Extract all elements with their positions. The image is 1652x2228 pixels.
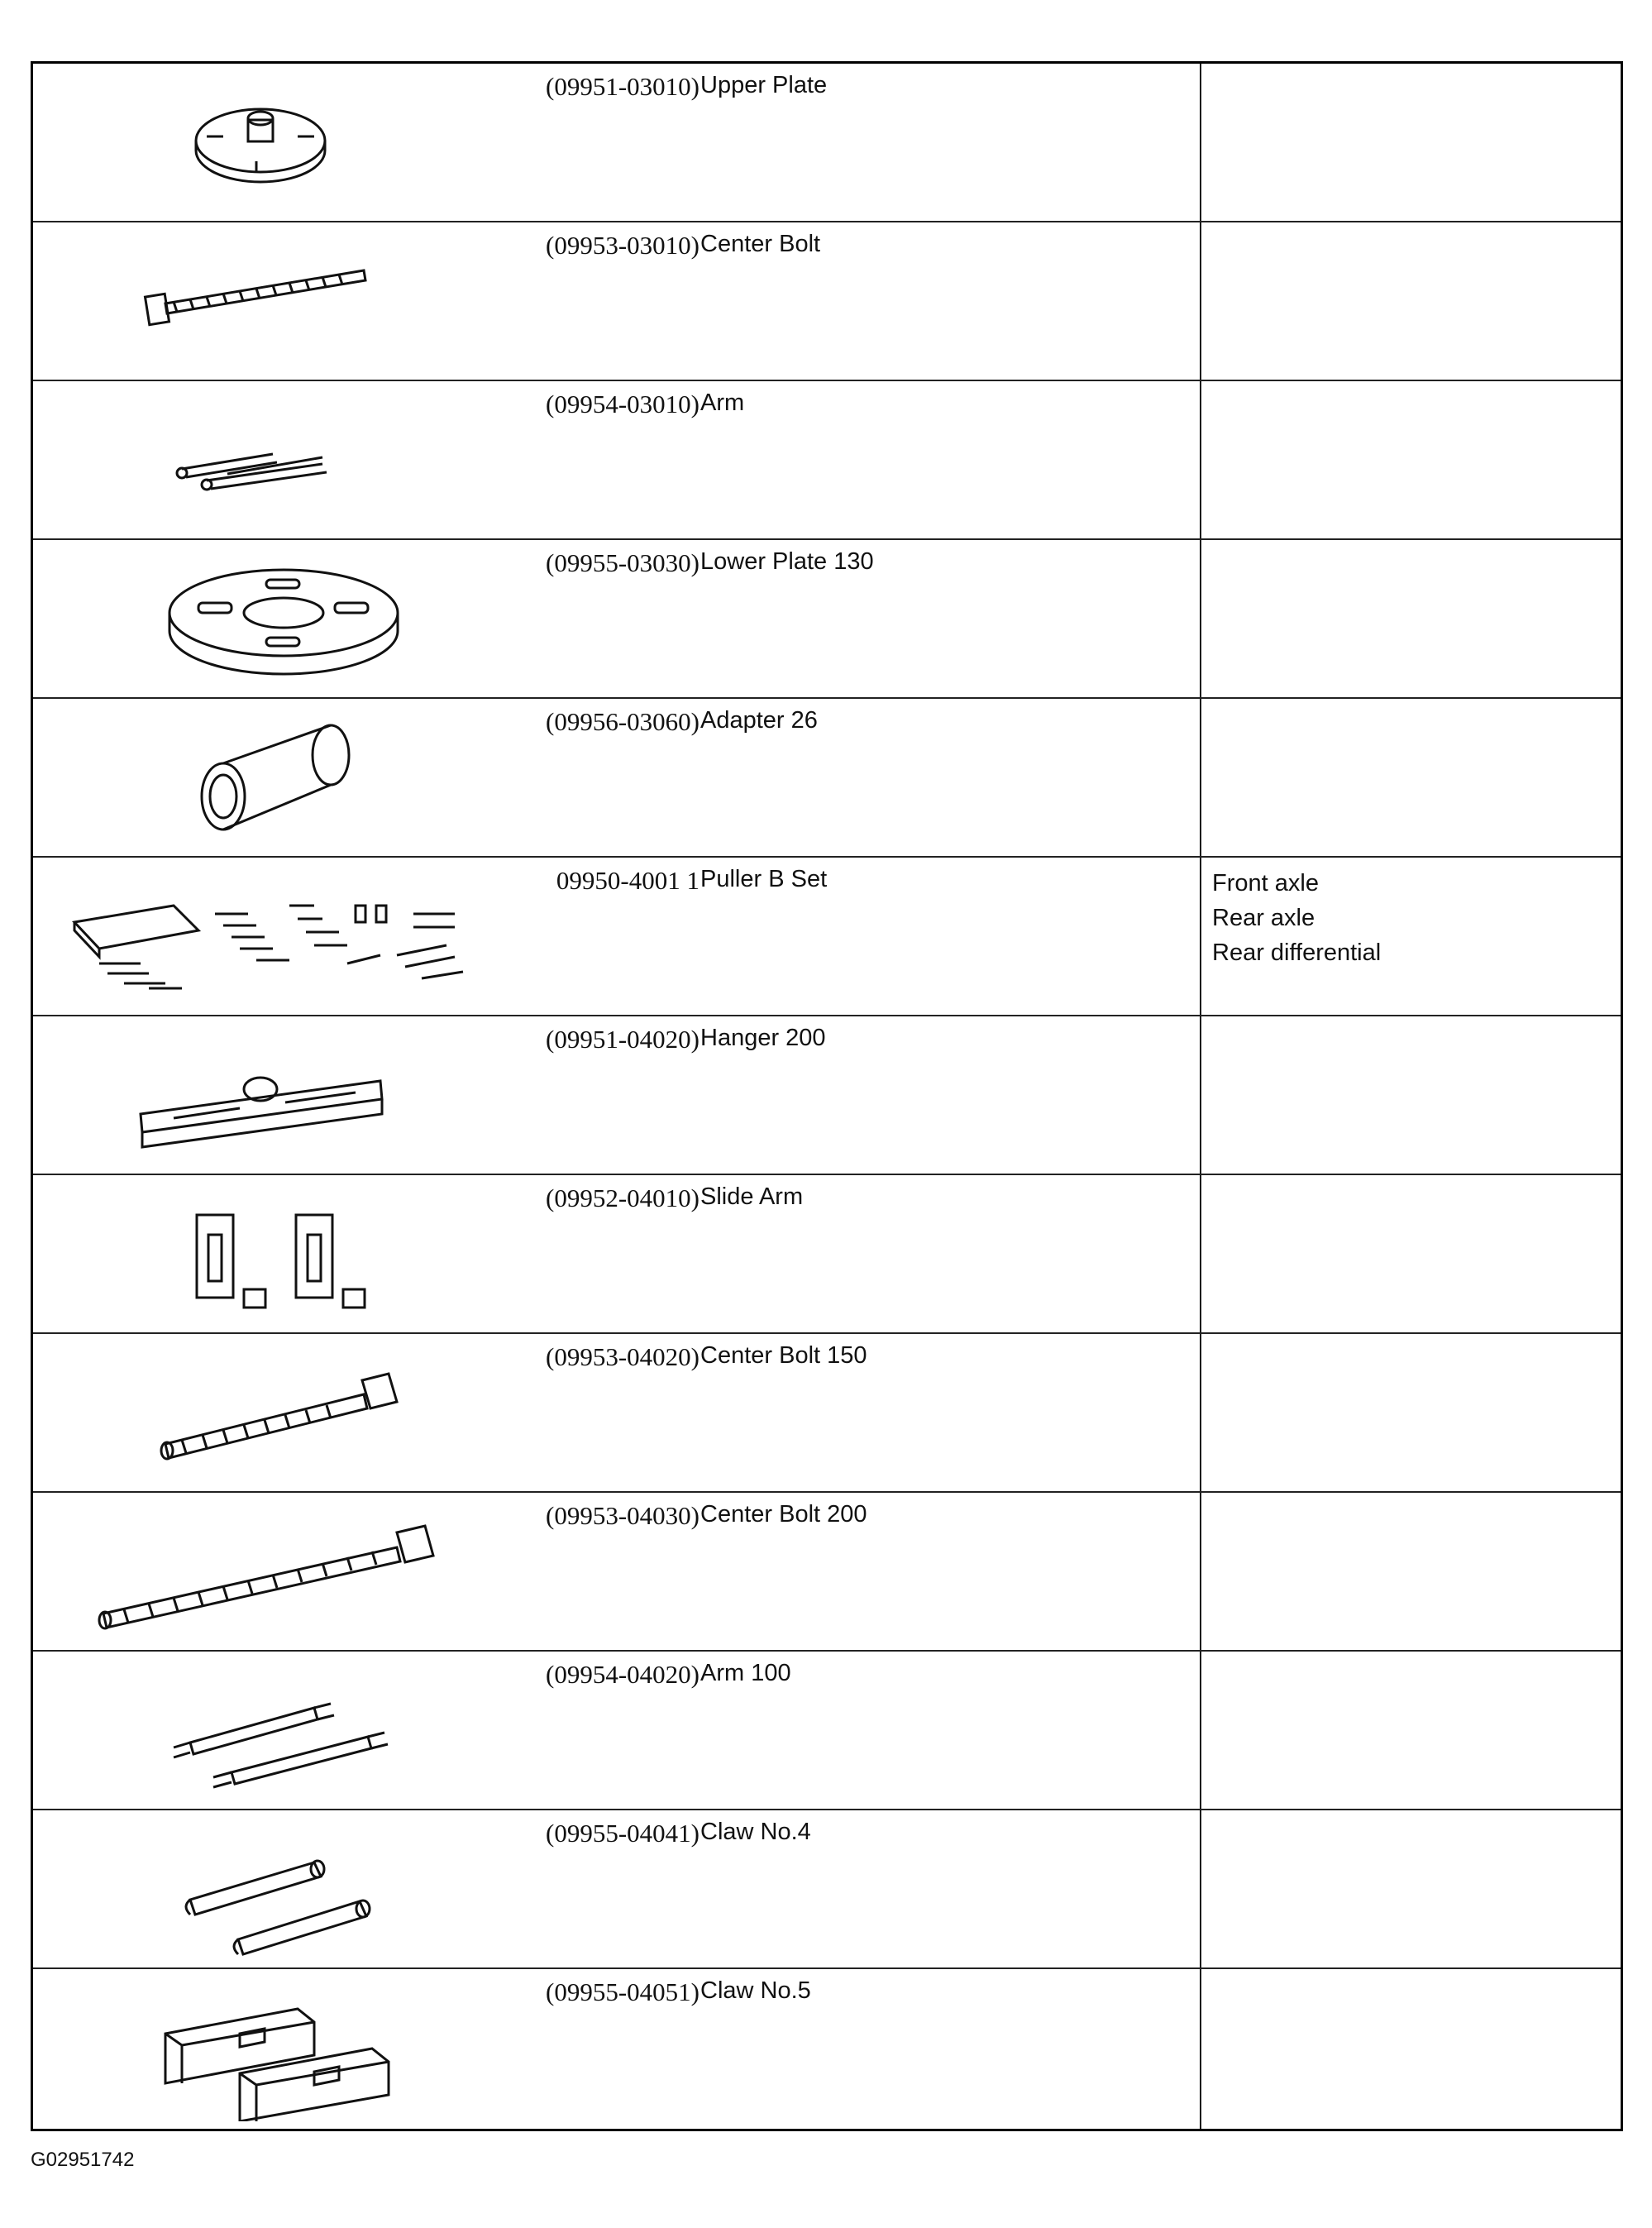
part-number: (09954-03010) <box>546 390 699 418</box>
tool-name: Hanger 200 <box>700 1025 826 1051</box>
table-row <box>33 222 1621 381</box>
arm-illustration <box>50 388 513 533</box>
tool-name: Center Bolt <box>700 231 821 257</box>
table-row <box>33 381 1621 540</box>
tool-name: Claw No.5 <box>700 1977 811 2004</box>
tool-name: Center Bolt 150 <box>700 1342 867 1369</box>
part-number: (09955-04041) <box>546 1819 699 1848</box>
tool-name: Lower Plate 130 <box>700 548 874 575</box>
tool-name: Arm 100 <box>700 1660 791 1686</box>
part-number: (09955-03030) <box>546 548 699 577</box>
tool-table <box>31 61 1623 2131</box>
center-bolt-150-illustration <box>50 1341 513 1486</box>
table-row <box>33 1969 1621 2128</box>
part-number: (09955-04051) <box>546 1977 699 2006</box>
tool-name: Puller B Set <box>700 866 828 892</box>
part-number: (09953-03010) <box>546 231 699 260</box>
table-row <box>33 1016 1621 1175</box>
figure-id: G02951742 <box>31 2149 135 2171</box>
part-number: 09950-4001 1 <box>556 866 699 895</box>
tool-name: Upper Plate <box>700 72 828 98</box>
table-row <box>33 699 1621 858</box>
adapter-illustration <box>50 705 513 851</box>
applicable-units <box>1212 866 1381 970</box>
part-number: (09952-04010) <box>546 1183 699 1212</box>
applicable-unit: Rear differential <box>1212 939 1382 966</box>
upper-plate-illustration <box>50 70 513 216</box>
hanger-illustration <box>50 1023 513 1169</box>
part-number: (09951-04020) <box>546 1025 699 1054</box>
table-row <box>33 858 1621 1016</box>
part-number: (09953-04020) <box>546 1342 699 1371</box>
arm-100-illustration <box>50 1658 513 1804</box>
tool-name: Center Bolt 200 <box>700 1501 867 1528</box>
table-row <box>33 1493 1621 1652</box>
table-row <box>33 64 1621 222</box>
tool-name: Arm <box>700 390 745 416</box>
applicable-unit: Front axle <box>1212 870 1319 896</box>
claw-no4-illustration <box>50 1817 513 1963</box>
applicable-unit: Rear axle <box>1212 905 1315 931</box>
table-row <box>33 1652 1621 1810</box>
center-bolt-200-illustration <box>50 1499 513 1645</box>
table-row <box>33 540 1621 699</box>
table-row <box>33 1175 1621 1334</box>
table-row <box>33 1334 1621 1493</box>
part-number: (09954-04020) <box>546 1660 699 1689</box>
lower-plate-illustration <box>50 547 513 692</box>
center-bolt-illustration <box>50 229 513 375</box>
tool-name: Claw No.4 <box>700 1819 811 1845</box>
puller-set-illustration <box>50 864 513 1010</box>
tool-name: Slide Arm <box>700 1183 804 1210</box>
claw-no5-illustration <box>50 1976 513 2121</box>
slide-arm-illustration <box>50 1182 513 1327</box>
part-number: (09956-03060) <box>546 707 699 736</box>
part-number: (09951-03010) <box>546 72 699 101</box>
tool-name: Adapter 26 <box>700 707 818 734</box>
part-number: (09953-04030) <box>546 1501 699 1530</box>
table-row <box>33 1810 1621 1969</box>
